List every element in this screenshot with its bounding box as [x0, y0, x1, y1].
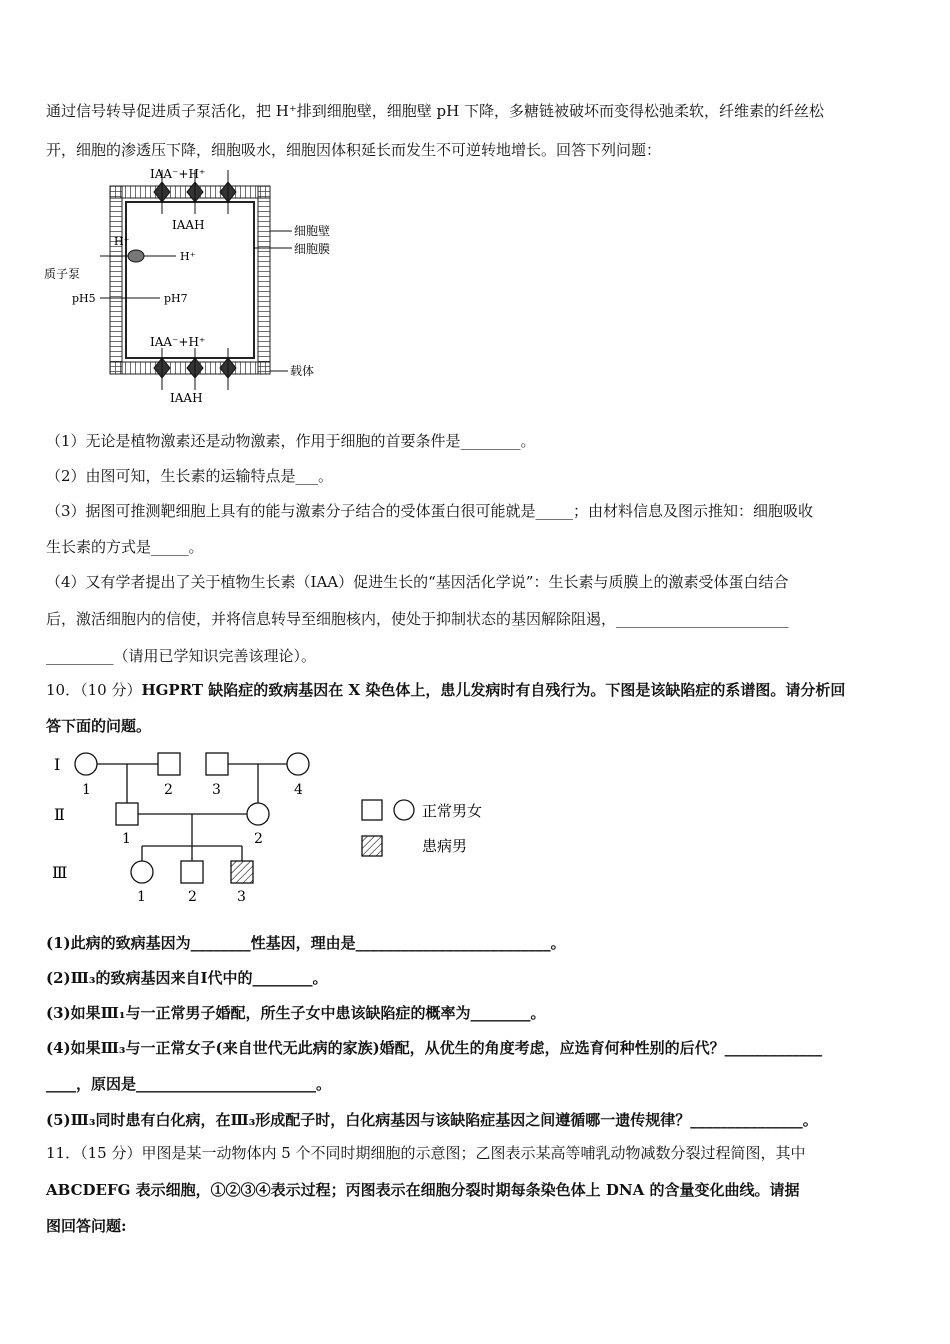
pedigree-chart: [40, 746, 500, 906]
proton-pump-label: 质子泵: [44, 267, 81, 281]
q10-sub-3: (3)如果Ⅲ₁与一正常男子婚配，所生子女中患该缺陷症的概率为________。: [46, 1004, 546, 1022]
i4-num: 4: [294, 782, 303, 798]
q9-part-4a: （4）又有学者提出了关于植物生长素（IAA）促进生长的“基因活化学说”：生长素与质膜上的激素受体蛋白结合: [46, 573, 789, 591]
iii3-affected-male: [231, 861, 253, 883]
iii3-num: 3: [237, 889, 246, 905]
cell-wall-label: 细胞壁: [294, 224, 331, 238]
intro-line-2: 开，细胞的渗透压下降，细胞吸水，细胞因体积延长而发生不可逆转地增长。回答下列问题：: [46, 141, 662, 159]
proton-pump-icon: [128, 250, 144, 262]
h-plus-inner: H⁺: [180, 250, 196, 263]
gen-iii-label: Ⅲ: [52, 863, 68, 882]
q10-sub-5: (5)Ⅲ₃同时患有白化病，在Ⅲ₃形成配子时，白化病基因与该缺陷症基因之间遵循哪一遗传规律？_______________。: [46, 1111, 818, 1129]
i2-num: 2: [164, 782, 173, 798]
carrier-label: 载体: [290, 364, 315, 378]
ii1-num: 1: [122, 831, 131, 847]
cell-membrane-label: 细胞膜: [294, 242, 331, 256]
ii2-num: 2: [254, 831, 263, 847]
h-plus-outer: H⁺: [114, 235, 130, 248]
ii1-male: [116, 803, 138, 825]
iii1-num: 1: [137, 889, 146, 905]
legend-affected-label: 患病男: [422, 837, 468, 855]
q9-part-3a: （3）据图可推测靶细胞上具有的能与激素分子结合的受体蛋白很可能就是_____；由材料信息及图示推知：细胞吸收: [46, 502, 814, 520]
legend-male-icon: [362, 800, 382, 820]
q10-sub-4a: (4)如果Ⅲ₃与一正常女子(来自世代无此病的家族)婚配，从优生的角度考虑，应选育何种性别的后代？_____________: [46, 1039, 823, 1057]
bottom-iaa-label: IAA⁻+H⁺: [150, 335, 206, 349]
legend-female-icon: [394, 800, 414, 820]
iii2-num: 2: [188, 889, 197, 905]
i1-num: 1: [82, 782, 91, 798]
q9-part-4c: _________（请用已学知识完善该理论）。: [46, 647, 317, 665]
q11-line-3: 图回答问题:: [46, 1217, 127, 1235]
q11-line-2: ABCDEFG 表示细胞，①②③④表示过程；丙图表示在细胞分裂时期每条染色体上 DNA 的含量变化曲线。请据: [46, 1181, 800, 1199]
i2-male: [158, 753, 180, 775]
gen-ii-label: Ⅱ: [54, 805, 65, 824]
top-iaah-label: IAAH: [172, 218, 205, 232]
iaa-transport-diagram: [40, 166, 360, 406]
iii2-male: [181, 861, 203, 883]
gen-i-label: Ⅰ: [54, 755, 61, 774]
q11-line-1: 11．（15 分）甲图是某一动物体内 5 个不同时期细胞的示意图；乙图表示某高等哺乳动物减数分裂过程简图，其中: [46, 1144, 806, 1162]
q10-header: [46, 680, 845, 700]
q9-part-1: （1）无论是植物激素还是动物激素，作用于细胞的首要条件是________。: [46, 432, 536, 450]
q10-stem: HGPRT 缺陷症的致病基因在 X 染色体上，患儿发病时有自残行为。下图是该缺陷症的系谱图。请分析回: [141, 681, 846, 699]
q9-part-3b: 生长素的方式是_____。: [46, 538, 204, 556]
i3-male: [206, 753, 228, 775]
ph-inner-label: pH7: [164, 292, 188, 305]
carriers-bottom: [154, 348, 236, 390]
iii1-female: [131, 861, 153, 883]
legend-normal-label: 正常男女: [422, 802, 483, 820]
q10-score: 10．（10 分）: [46, 681, 142, 699]
i3-num: 3: [212, 782, 221, 798]
q9-part-2: （2）由图可知，生长素的运输特点是___。: [46, 467, 334, 485]
ii2-female: [247, 803, 269, 825]
i4-female: [287, 753, 309, 775]
q10-header-cont: 答下面的问题。: [46, 717, 152, 735]
i1-female: [75, 753, 97, 775]
bottom-iaah-label: IAAH: [170, 391, 203, 405]
top-iaa-label: IAA⁻+H⁺: [150, 167, 206, 181]
q10-sub-2: (2)Ⅲ₃的致病基因来自Ⅰ代中的________。: [46, 969, 328, 987]
ph-outer-label: pH5: [72, 292, 96, 305]
intro-line-1: 通过信号转导促进质子泵活化，把 H⁺排到细胞壁，细胞壁 pH 下降，多糖链被破坏而变得松弛柔软，纤维素的纤丝松: [46, 102, 824, 120]
q10-sub-4b: ____，原因是________________________。: [46, 1075, 332, 1093]
q10-sub-1: (1)此病的致病基因为________性基因，理由是__________________________。: [46, 934, 566, 952]
legend-affected-icon: [362, 836, 382, 856]
q9-part-4b: 后，激活细胞内的信使，并将信息转导至细胞核内，使处于抑制状态的基因解除阻遏，_______________________: [46, 610, 789, 628]
